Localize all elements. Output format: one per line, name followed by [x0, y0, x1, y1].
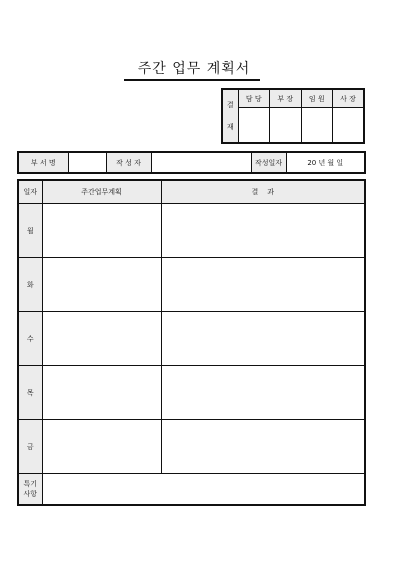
approval-label-bottom: 재: [226, 123, 234, 131]
table-row: [18, 312, 365, 366]
header-plan: 주간업무계획: [42, 180, 161, 204]
table-row: [18, 474, 365, 506]
notes-label-line1: 특기: [23, 480, 38, 488]
table-row: [18, 258, 365, 312]
table-row: [18, 366, 365, 420]
notes-field[interactable]: [42, 474, 365, 506]
approval-label: [222, 89, 238, 143]
plan-cell-tue[interactable]: [42, 258, 161, 312]
header-day: 일자: [18, 180, 42, 204]
day-label-mon: 월: [18, 204, 42, 258]
result-cell-mon[interactable]: [161, 204, 365, 258]
approval-label-top: 결: [226, 101, 234, 109]
result-cell-wed[interactable]: [161, 312, 365, 366]
day-label-wed: 수: [18, 312, 42, 366]
table-row: [18, 204, 365, 258]
day-label-fri: 금: [18, 420, 42, 474]
page-title: 주간 업무 계획서: [137, 61, 251, 77]
info-table: [17, 151, 366, 174]
header-result: 결 과: [161, 180, 365, 204]
author-label: 작 성 자: [106, 152, 151, 173]
approval-sign-manager[interactable]: [238, 108, 270, 144]
notes-label: [18, 474, 42, 506]
table-row: [18, 420, 365, 474]
author-field[interactable]: [151, 152, 251, 173]
plan-cell-thu[interactable]: [42, 366, 161, 420]
plan-cell-mon[interactable]: [42, 204, 161, 258]
date-field[interactable]: 20 년 월 일: [286, 152, 365, 173]
result-cell-tue[interactable]: [161, 258, 365, 312]
approval-col-president: 사 장: [333, 89, 365, 108]
department-field[interactable]: [68, 152, 106, 173]
day-label-thu: 목: [18, 366, 42, 420]
notes-label-line2: 사항: [23, 490, 38, 498]
day-label-tue: 화: [18, 258, 42, 312]
approval-col-manager: 담 당: [238, 89, 270, 108]
approval-sign-executive[interactable]: [301, 108, 333, 144]
department-label: 부 서 명: [18, 152, 68, 173]
approval-col-director: 부 장: [270, 89, 302, 108]
date-label: 작성일자: [251, 152, 286, 173]
approval-col-executive: 임 원: [301, 89, 333, 108]
result-cell-thu[interactable]: [161, 366, 365, 420]
approval-sign-president[interactable]: [333, 108, 365, 144]
result-cell-fri[interactable]: [161, 420, 365, 474]
weekly-plan-table: [17, 179, 366, 506]
title-underline: [124, 79, 260, 81]
approval-table: [221, 88, 365, 144]
plan-cell-wed[interactable]: [42, 312, 161, 366]
approval-sign-director[interactable]: [270, 108, 302, 144]
plan-cell-fri[interactable]: [42, 420, 161, 474]
